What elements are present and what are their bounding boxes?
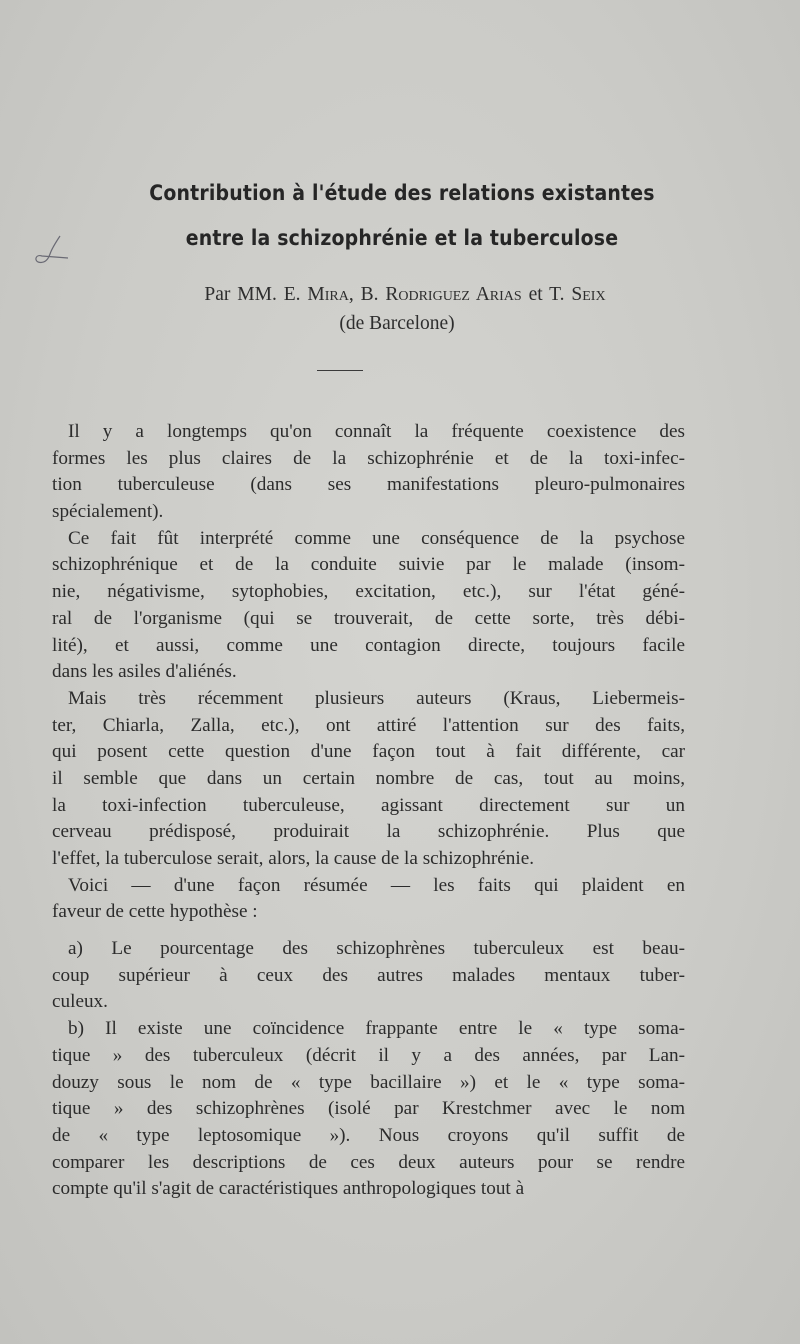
text-line: tique » des schizophrènes (isolé par Krestchmer avec le nom [52,1098,685,1120]
text-line: coup supérieur à ceux des autres malades mentaux tuber- [52,964,685,986]
text-line: l'effet, la tuberculose serait, alors, la cause de la schizophrénie. [52,848,535,869]
text-line: douzy sous le nom de « type bacillaire ») et le « type soma- [52,1071,685,1093]
text-line: compte qu'il s'agit de caractéristiques anthropologiques tout à [52,1178,525,1200]
text-line: comparer les descriptions de ces deux auteurs pour se rendre [52,1151,685,1173]
paragraph [52,686,685,873]
text-line: culeux. [52,991,108,1013]
text-line: b) Il existe une coïncidence frappante entre le « type soma- [68,1018,685,1040]
paragraph [52,526,685,686]
author-line [5,284,800,306]
section-divider [317,370,363,371]
author-separator: et T. [521,284,572,305]
text-line: ter, Chiarla, Zalla, etc.), ont attiré l'attention sur des faits, [52,714,685,736]
text-line: qui posent cette question d'une façon tout à fait différente, car [52,741,685,763]
author-affiliation: (de Barcelone) [339,313,455,334]
text-line: a) Le pourcentage des schizophrènes tuberculeux est beau- [68,938,685,960]
text-line: Voici — d'une façon résumée — les faits qui plaident en [68,874,685,896]
paragraph [52,873,685,926]
text-line: schizophrénique et de la conduite suivie par le malade (insom- [52,554,685,576]
text-line: nie, négativisme, sytophobies, excitation, etc.), sur l'état géné- [52,581,685,603]
paragraph [52,419,685,526]
text-line: tion tuberculeuse (dans ses manifestations pleuro-pulmonaires [52,474,685,496]
text-line: tique » des tuberculeux (décrit il y a des années, par Lan- [52,1044,685,1066]
text-line: faveur de cette hypothèse : [52,901,258,923]
author-prefix: Par MM. E. [204,284,308,305]
text-line: formes les plus claires de la schizophrénie et de la toxi-infec- [52,447,685,469]
article-body [52,419,685,1203]
paragraph [52,936,685,1016]
author-separator: , B. [348,284,386,305]
article-title-line-2: entre la schizophrénie et la tuberculose [185,226,619,250]
author-seix: Seix [571,284,606,305]
article-title-line-1: Contribution à l'étude des relations existantes [149,181,655,205]
text-line: lité), et aussi, comme une contagion directe, toujours facile [52,634,685,656]
text-line: la toxi-infection tuberculeuse, agissant directement sur un [52,794,685,816]
text-line: Il y a longtemps qu'on connaît la fréquente coexistence des [68,421,685,442]
text-line: Mais très récemment plusieurs auteurs (Kraus, Liebermeis- [68,687,685,709]
paragraph-gap [52,926,685,936]
text-line: cerveau prédisposé, produirait la schizophrénie. Plus que [52,821,685,843]
author-rodriguez-arias: Rodriguez Arias [385,284,522,305]
text-line: ral de l'organisme (qui se trouverait, de cette sorte, très débi- [52,607,685,629]
text-line: de « type leptosomique »). Nous croyons qu'il suffit de [52,1124,685,1146]
text-line: dans les asiles d'aliénés. [52,661,237,683]
paragraph [52,1016,685,1203]
author-mira: Mira [307,284,349,305]
text-line: il semble que dans un certain nombre de cas, tout au moins, [52,767,685,789]
text-line: Ce fait fût interprété comme une conséquence de la psychose [68,527,685,549]
text-line: spécialement). [52,501,164,523]
